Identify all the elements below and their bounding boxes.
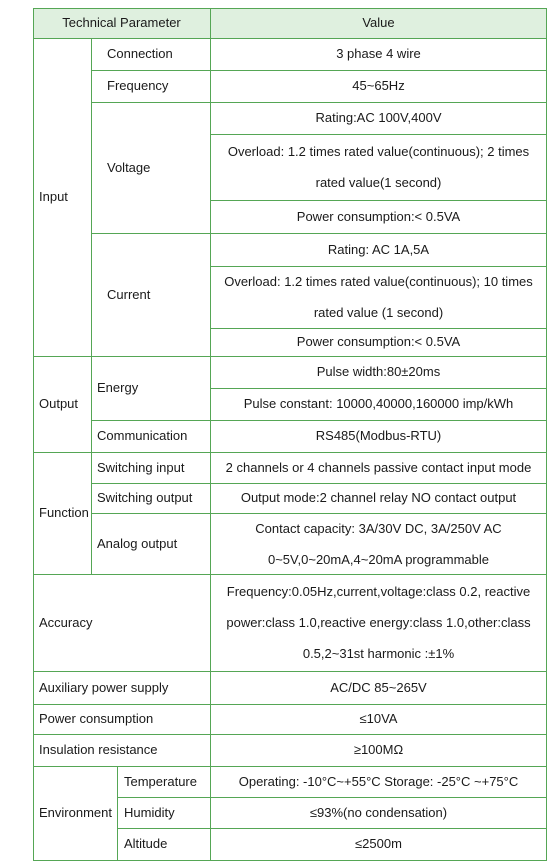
rule-accuracy-bottom <box>33 671 547 672</box>
value-altitude: ≤2500m <box>355 836 402 851</box>
rule-header-bottom <box>33 38 547 39</box>
param-temperature: Temperature <box>124 773 197 789</box>
voltage-overload-line1: Overload: 1.2 times rated value(continuous); 2 times <box>227 144 530 159</box>
environment-column-divider <box>117 766 118 860</box>
table-border-left <box>33 8 34 860</box>
param-altitude: Altitude <box>124 836 168 851</box>
voltage-overload-line2: rated value(1 second) <box>315 175 442 190</box>
rule-input-bottom <box>33 356 547 357</box>
group-label-environment: Environment <box>39 805 112 820</box>
value-temperature: Operating: -10°C~+55°C Storage: -25°C ~+75°C <box>238 773 519 789</box>
value-current-overload <box>210 266 547 328</box>
rule-bottom <box>33 860 547 861</box>
value-current-rating: Rating: AC 1A,5A <box>327 241 430 257</box>
rule-current-rating-bottom <box>210 266 547 267</box>
param-switching-input: Switching input <box>97 459 185 475</box>
value-pulse-constant: Pulse constant: 10000,40000,160000 imp/kWh <box>243 396 514 411</box>
value-frequency: 45~65Hz <box>352 78 405 93</box>
value-power-consumption: ≤10VA <box>359 711 398 726</box>
rule-insulation-bottom <box>33 766 547 767</box>
rule-power-bottom <box>33 734 547 735</box>
param-communication: Communication <box>97 428 188 443</box>
value-aux-power: AC/DC 85~265V <box>330 679 427 695</box>
table-border-right <box>546 8 547 860</box>
current-overload-line1: Overload: 1.2 times rated value(continuous); 10 times <box>224 274 533 289</box>
value-accuracy <box>210 574 547 671</box>
rule-voltage-rating-bottom <box>210 134 547 135</box>
param-current: Current <box>107 286 151 302</box>
rule-temperature-bottom <box>117 797 547 798</box>
rule-switching-output-bottom <box>91 513 547 514</box>
value-connection: 3 phase 4 wire <box>336 46 421 61</box>
param-connection: Connection <box>107 46 173 61</box>
header-value: Value <box>210 8 547 38</box>
rule-current-overload-bottom <box>210 328 547 329</box>
analog-output-line2: 0~5V,0~20mA,4~20mA programmable <box>267 551 490 567</box>
value-voltage-power: Power consumption:< 0.5VA <box>296 208 461 224</box>
value-analog-output <box>210 513 547 574</box>
group-label-output: Output <box>39 396 79 411</box>
param-aux-power: Auxiliary power supply <box>39 679 169 695</box>
param-switching-output: Switching output <box>97 490 193 505</box>
param-accuracy: Accuracy <box>39 614 93 630</box>
analog-output-line1: Contact capacity: 3A/30V DC, 3A/250V AC <box>255 520 502 536</box>
value-switching-output: Output mode:2 channel relay NO contact output <box>240 490 517 505</box>
param-power-consumption: Power consumption <box>39 711 154 726</box>
accuracy-line3: 0.5,2~31st harmonic :±1% <box>302 646 455 661</box>
rule-connection-bottom <box>91 70 547 71</box>
accuracy-line2: power:class 1.0,reactive energy:class 1.0,other:class <box>226 615 531 630</box>
param-insulation: Insulation resistance <box>39 742 158 757</box>
rule-pulse-width-bottom <box>210 388 547 389</box>
param-voltage: Voltage <box>107 159 151 175</box>
param-frequency: Frequency <box>107 78 169 93</box>
value-insulation: ≥100MΩ <box>353 742 404 757</box>
rule-humidity-bottom <box>117 828 547 829</box>
rule-switching-input-bottom <box>91 483 547 484</box>
rule-energy-bottom <box>91 420 547 421</box>
value-voltage-rating: Rating:AC 100V,400V <box>315 110 442 125</box>
value-communication: RS485(Modbus-RTU) <box>315 428 442 443</box>
header-parameter: Technical Parameter <box>33 8 210 38</box>
current-overload-line2: rated value (1 second) <box>313 305 444 320</box>
rule-output-bottom <box>33 452 547 453</box>
value-switching-input: 2 channels or 4 channels passive contact input mode <box>225 459 532 475</box>
value-pulse-width: Pulse width:80±20ms <box>316 364 441 379</box>
param-analog-output: Analog output <box>97 535 178 551</box>
value-voltage-overload <box>210 134 547 200</box>
param-energy: Energy <box>97 380 139 395</box>
rule-function-bottom <box>33 574 547 575</box>
param-humidity: Humidity <box>124 804 175 820</box>
rule-voltage-overload-bottom <box>210 200 547 201</box>
value-humidity: ≤93%(no condensation) <box>309 804 448 820</box>
group-label-function: Function <box>39 505 89 520</box>
rule-voltage-bottom <box>91 233 547 234</box>
rule-top <box>33 8 547 9</box>
rule-aux-bottom <box>33 704 547 705</box>
group-column-divider <box>91 38 92 574</box>
accuracy-line1: Frequency:0.05Hz,current,voltage:class 0.2, reactive <box>226 584 531 599</box>
rule-frequency-bottom <box>91 102 547 103</box>
value-column-divider <box>210 8 211 860</box>
value-current-power: Power consumption:< 0.5VA <box>296 334 461 349</box>
group-label-input: Input <box>39 189 68 204</box>
